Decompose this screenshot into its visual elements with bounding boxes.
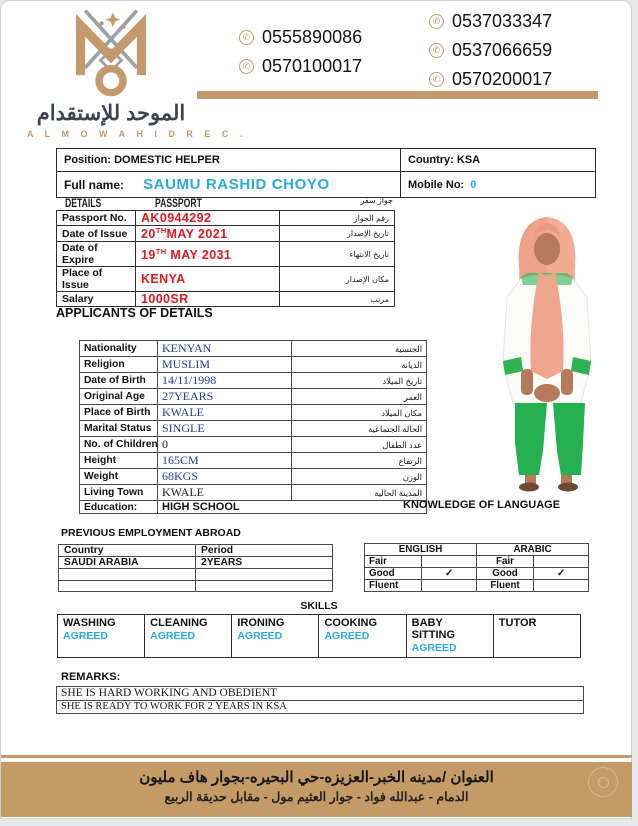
skill-babysitting <box>406 615 493 658</box>
skill-name: BABY SITTING <box>411 617 456 641</box>
skill-ironing <box>232 615 319 658</box>
english-fair-check <box>422 556 477 568</box>
children-value: 0 <box>158 437 292 453</box>
table-row <box>365 568 589 580</box>
phone-icon: ✆ <box>239 59 254 74</box>
footer-address-bar <box>1 762 632 817</box>
phone-number: 0570100017 <box>262 56 363 76</box>
brand-logo-icon <box>55 5 167 101</box>
birth-date-arabic: تاريخ الميلاد <box>292 373 427 389</box>
phone-row <box>429 36 552 65</box>
phone-number: 0537066659 <box>452 40 553 60</box>
age-value: 27YEARS <box>158 389 292 405</box>
arabic-header: ARABIC <box>477 544 589 556</box>
table-row <box>80 469 427 485</box>
footer-watermark-icon <box>588 767 618 797</box>
table-row <box>365 544 589 556</box>
table-row <box>80 405 427 421</box>
passport-no-value: AK0944292 <box>136 211 280 226</box>
mobile-label: Mobile No: <box>408 178 465 191</box>
issue-place-value: KENYA <box>136 267 280 292</box>
english-fluent-label: Fluent <box>365 580 422 592</box>
phone-icon: ✆ <box>429 72 444 87</box>
details-label: DETAILS <box>65 196 102 210</box>
employment-period-value: 2YEARS <box>196 557 333 569</box>
weight-arabic: الوزن <box>292 469 427 485</box>
passport-no-arabic: رقم الجواز <box>280 211 395 226</box>
applicant-details-table <box>79 340 427 514</box>
skill-value: AGREED <box>150 630 196 642</box>
salary-label: Salary <box>57 292 136 307</box>
mobile-cell <box>401 172 596 198</box>
passport-arabic-title: جواز سفر <box>360 196 393 205</box>
phone-icon: ✆ <box>239 30 254 45</box>
fullname-value: SAUMU RASHID CHOYO <box>143 176 330 193</box>
birth-place-value: KWALE <box>158 405 292 421</box>
empty-cell <box>59 580 196 592</box>
arabic-fluent-label: Fluent <box>477 580 534 592</box>
living-town-label: Living Town <box>80 485 158 501</box>
knowledge-of-language-heading: KNOWLEDGE OF LANGUAGE <box>403 499 561 511</box>
remark-line: SHE IS READY TO WORK FOR 2 YEARS IN KSA <box>57 700 584 714</box>
religion-arabic: الديانة <box>292 357 427 373</box>
arabic-good-check: ✓ <box>534 568 589 580</box>
empty-cell <box>196 580 333 592</box>
phone-row <box>239 23 362 52</box>
remark-line: SHE IS HARD WORKING AND OBEDIENT <box>57 687 584 701</box>
table-row <box>57 687 584 701</box>
living-town-arabic: المدينة الحالية <box>292 485 427 501</box>
table-row <box>80 485 427 501</box>
employment-country-header: Country <box>59 545 196 557</box>
empty-cell <box>59 569 196 581</box>
employment-period-header: Period <box>196 545 333 557</box>
table-row <box>80 357 427 373</box>
table-row <box>80 421 427 437</box>
brand-name-arabic: الموحد للإستقدام <box>36 102 186 125</box>
salary-arabic: مرتب <box>280 292 395 307</box>
phone-number: 0570200017 <box>452 69 553 89</box>
phone-row <box>429 65 552 94</box>
phone-row <box>429 7 552 36</box>
weight-value: 68KGS <box>158 469 292 485</box>
passport-table <box>56 210 395 307</box>
country-cell: Country: KSA <box>401 149 596 172</box>
skill-cleaning <box>145 615 232 658</box>
marital-status-value: SINGLE <box>158 421 292 437</box>
issue-date-value: 20THMAY 2021 <box>136 226 280 242</box>
skill-value: AGREED <box>237 630 283 642</box>
birth-date-label: Date of Birth <box>80 373 158 389</box>
arabic-fair-label: Fair <box>477 556 534 568</box>
employment-country-value: SAUDI ARABIA <box>59 557 196 569</box>
skill-cooking <box>319 615 406 658</box>
birth-place-label: Place of Birth <box>80 405 158 421</box>
skills-table <box>57 614 581 658</box>
arabic-fair-check <box>534 556 589 568</box>
brand-name-latin: A L M O W A H I D R E C . <box>27 129 247 140</box>
arabic-good-label: Good <box>477 568 534 580</box>
table-row <box>57 292 395 307</box>
skills-heading: SKILLS <box>300 600 338 612</box>
phone-row <box>239 52 362 81</box>
skill-name: CLEANING <box>150 617 208 629</box>
height-arabic: الرتفاع <box>292 453 427 469</box>
children-label: No. of Children <box>80 437 158 453</box>
remarks-heading: REMARKS: <box>61 671 121 683</box>
height-value: 165CM <box>158 453 292 469</box>
table-row <box>57 242 395 267</box>
english-fair-label: Fair <box>365 556 422 568</box>
table-row <box>80 373 427 389</box>
birth-date-value: 14/11/1998 <box>158 373 292 389</box>
skill-name: COOKING <box>324 617 378 629</box>
nationality-label: Nationality <box>80 341 158 357</box>
table-row <box>58 615 581 658</box>
table-row <box>365 556 589 568</box>
passport-label: PASSPORT <box>155 196 202 210</box>
education-value: HIGH SCHOOL <box>158 501 427 514</box>
skill-name: TUTOR <box>498 617 537 629</box>
language-table <box>364 543 589 592</box>
identity-table <box>56 148 596 198</box>
position-cell: Position: DOMESTIC HELPER <box>57 149 401 172</box>
skill-washing <box>58 615 145 658</box>
children-arabic: عدد الطفال <box>292 437 427 453</box>
issue-place-label: Place of Issue <box>57 267 136 292</box>
table-row <box>57 211 395 226</box>
skill-name: WASHING <box>63 617 116 629</box>
education-label: Education: <box>80 501 158 514</box>
remarks-table <box>56 686 584 714</box>
table-row <box>59 545 333 557</box>
empty-cell <box>196 569 333 581</box>
phone-icon: ✆ <box>429 14 444 29</box>
english-header: ENGLISH <box>365 544 477 556</box>
nationality-value: KENYAN <box>158 341 292 357</box>
previous-employment-heading: PREVIOUS EMPLOYMENT ABROAD <box>61 527 241 539</box>
expire-date-label: Date of Expire <box>57 242 136 267</box>
footer-address-line-1: العنوان /مدينه الخبر-العزيزه-حي البحيره-بجوار هاف مليون <box>139 769 494 786</box>
phone-number: 0555890086 <box>262 27 363 47</box>
arabic-fluent-check <box>534 580 589 592</box>
table-row <box>59 569 333 581</box>
religion-label: Religion <box>80 357 158 373</box>
table-row <box>80 501 427 514</box>
english-good-label: Good <box>365 568 422 580</box>
skill-value: AGREED <box>411 642 457 654</box>
birth-place-arabic: مكان الميلاد <box>292 405 427 421</box>
header-divider-bar <box>197 91 598 99</box>
issue-date-arabic: تاريخ الإصدار <box>280 226 395 242</box>
fullname-cell <box>57 172 401 198</box>
phone-list-right <box>429 7 552 94</box>
passport-no-label: Passport No. <box>57 211 136 226</box>
footer-address-line-2: الدمام - عبدالله فواد - جوار العثيم مول - مقابل حديقة الربيع <box>164 790 469 804</box>
phone-number: 0537033347 <box>452 11 553 31</box>
weight-label: Weight <box>80 469 158 485</box>
skill-tutor <box>493 615 580 658</box>
table-row <box>80 341 427 357</box>
table-row <box>80 389 427 405</box>
issue-place-arabic: مكان الإصدار <box>280 267 395 292</box>
table-row <box>80 453 427 469</box>
mobile-value: 0 <box>470 178 477 191</box>
age-arabic: العمر <box>292 389 427 405</box>
table-row <box>59 557 333 569</box>
table-row <box>57 700 584 714</box>
table-row <box>80 437 427 453</box>
phone-list-center <box>239 23 362 81</box>
skill-value: AGREED <box>324 630 370 642</box>
english-fluent-check <box>422 580 477 592</box>
table-row <box>57 226 395 242</box>
table-row <box>57 267 395 292</box>
marital-status-label: Marital Status <box>80 421 158 437</box>
religion-value: MUSLIM <box>158 357 292 373</box>
applicant-photo-figure <box>469 213 631 496</box>
nationality-arabic: الجنسية <box>292 341 427 357</box>
expire-date-value: 19TH MAY 2031 <box>136 242 280 267</box>
table-row <box>59 580 333 592</box>
fullname-label: Full name: <box>64 178 125 192</box>
employment-table <box>58 544 333 592</box>
applicants-heading: APPLICANTS OF DETAILS <box>56 306 213 320</box>
table-row <box>365 580 589 592</box>
issue-date-label: Date of Issue <box>57 226 136 242</box>
phone-icon: ✆ <box>429 43 444 58</box>
age-label: Original Age <box>80 389 158 405</box>
salary-value: 1000SR <box>136 292 280 307</box>
brand-block <box>27 5 247 140</box>
marital-status-arabic: الحالة الجتماعية <box>292 421 427 437</box>
english-good-check: ✓ <box>422 568 477 580</box>
living-town-value: KWALE <box>158 485 292 501</box>
footer-accent-line <box>1 755 632 758</box>
skill-value: AGREED <box>63 630 108 642</box>
skill-name: IRONING <box>237 617 285 629</box>
applicant-photo <box>469 213 631 496</box>
expire-date-arabic: تاريخ الانتهاء <box>280 242 395 267</box>
height-label: Height <box>80 453 158 469</box>
